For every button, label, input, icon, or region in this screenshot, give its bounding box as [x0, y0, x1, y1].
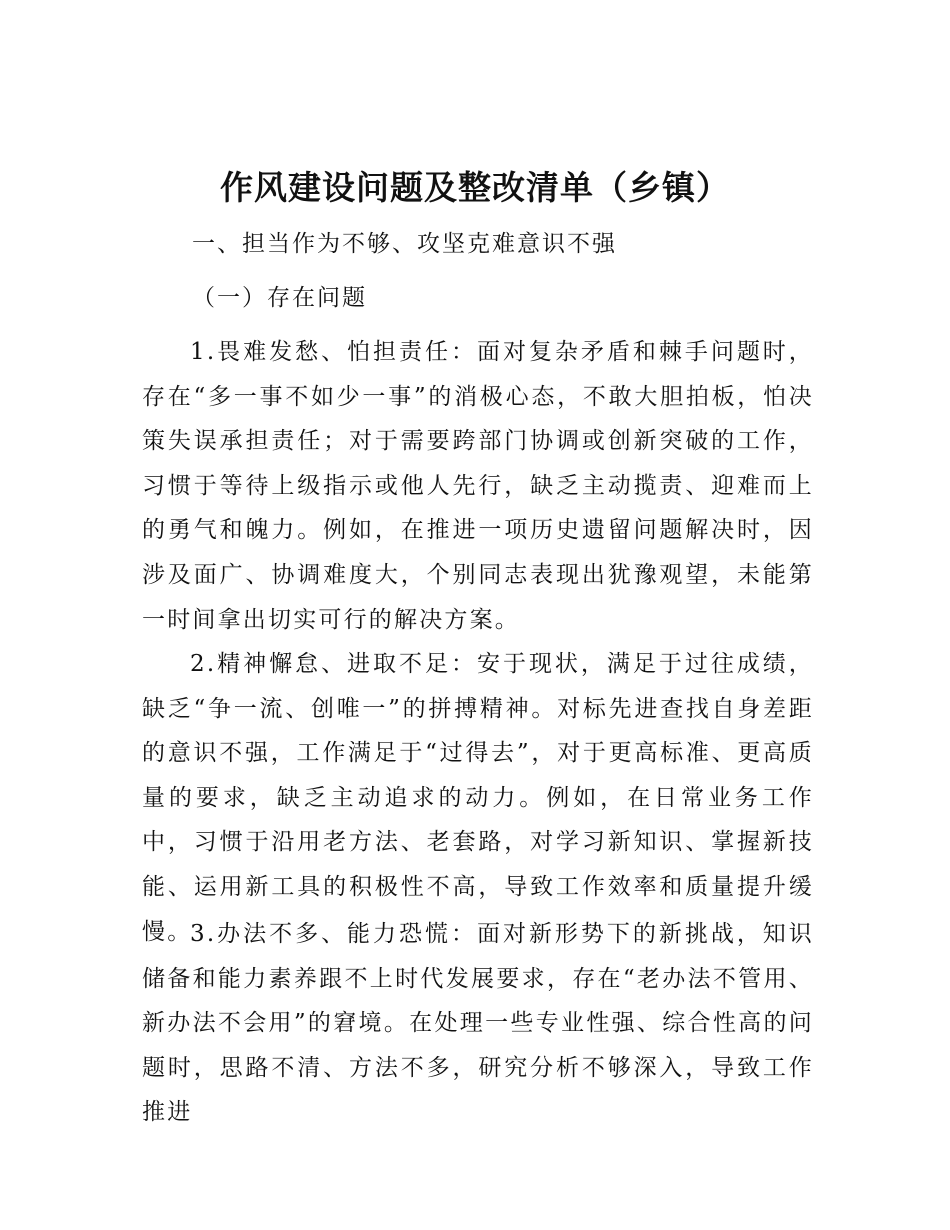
paragraph-1: 1.畏难发愁、怕担责任：面对复杂矛盾和棘手问题时，存在“多一事不如少一事”的消极心态，不敢大胆拍板，怕决策失误承担责任；对于需要跨部门协调或创新突破的工作，习惯于等待上级指示或他人先行，缺乏主动揽责、迎难而上的勇气和魄力。例如，在推进一项历史遗留问题解决时，因涉及面广、协调难度大，个别同志表现出犹豫观望，未能第一时间拿出切实可行的解决方案。: [142, 339, 814, 633]
section-heading: 一、担当作为不够、攻坚克难意识不强: [192, 231, 617, 257]
document-title: 作风建设问题及整改清单（乡镇）: [220, 168, 730, 207]
paragraph-2: 2.精神懈怠、进取不足：安于现状，满足于过往成绩，缺乏“争一流、创唯一”的拼搏精神。对标先进查找自身差距的意识不强，工作满足于“过得去”，对于更高标准、更高质量的要求，缺乏主动追求的动力。例如，在日常业务工作中，习惯于沿用老方法、老套路，对学习新知识、掌握新技能、运用新工具的积极性不高，导致工作效率和质量提升缓慢。: [142, 651, 814, 945]
paragraph-3: 3.办法不多、能力恐慌：面对新形势下的新挑战，知识储备和能力素养跟不上时代发展要求，存在“老办法不管用、新办法不会用”的窘境。在处理一些专业性强、综合性高的问题时，思路不清、方法不多，研究分析不够深入，导致工作推进: [142, 921, 814, 1126]
subsection-heading: （一）存在问题: [192, 285, 367, 311]
